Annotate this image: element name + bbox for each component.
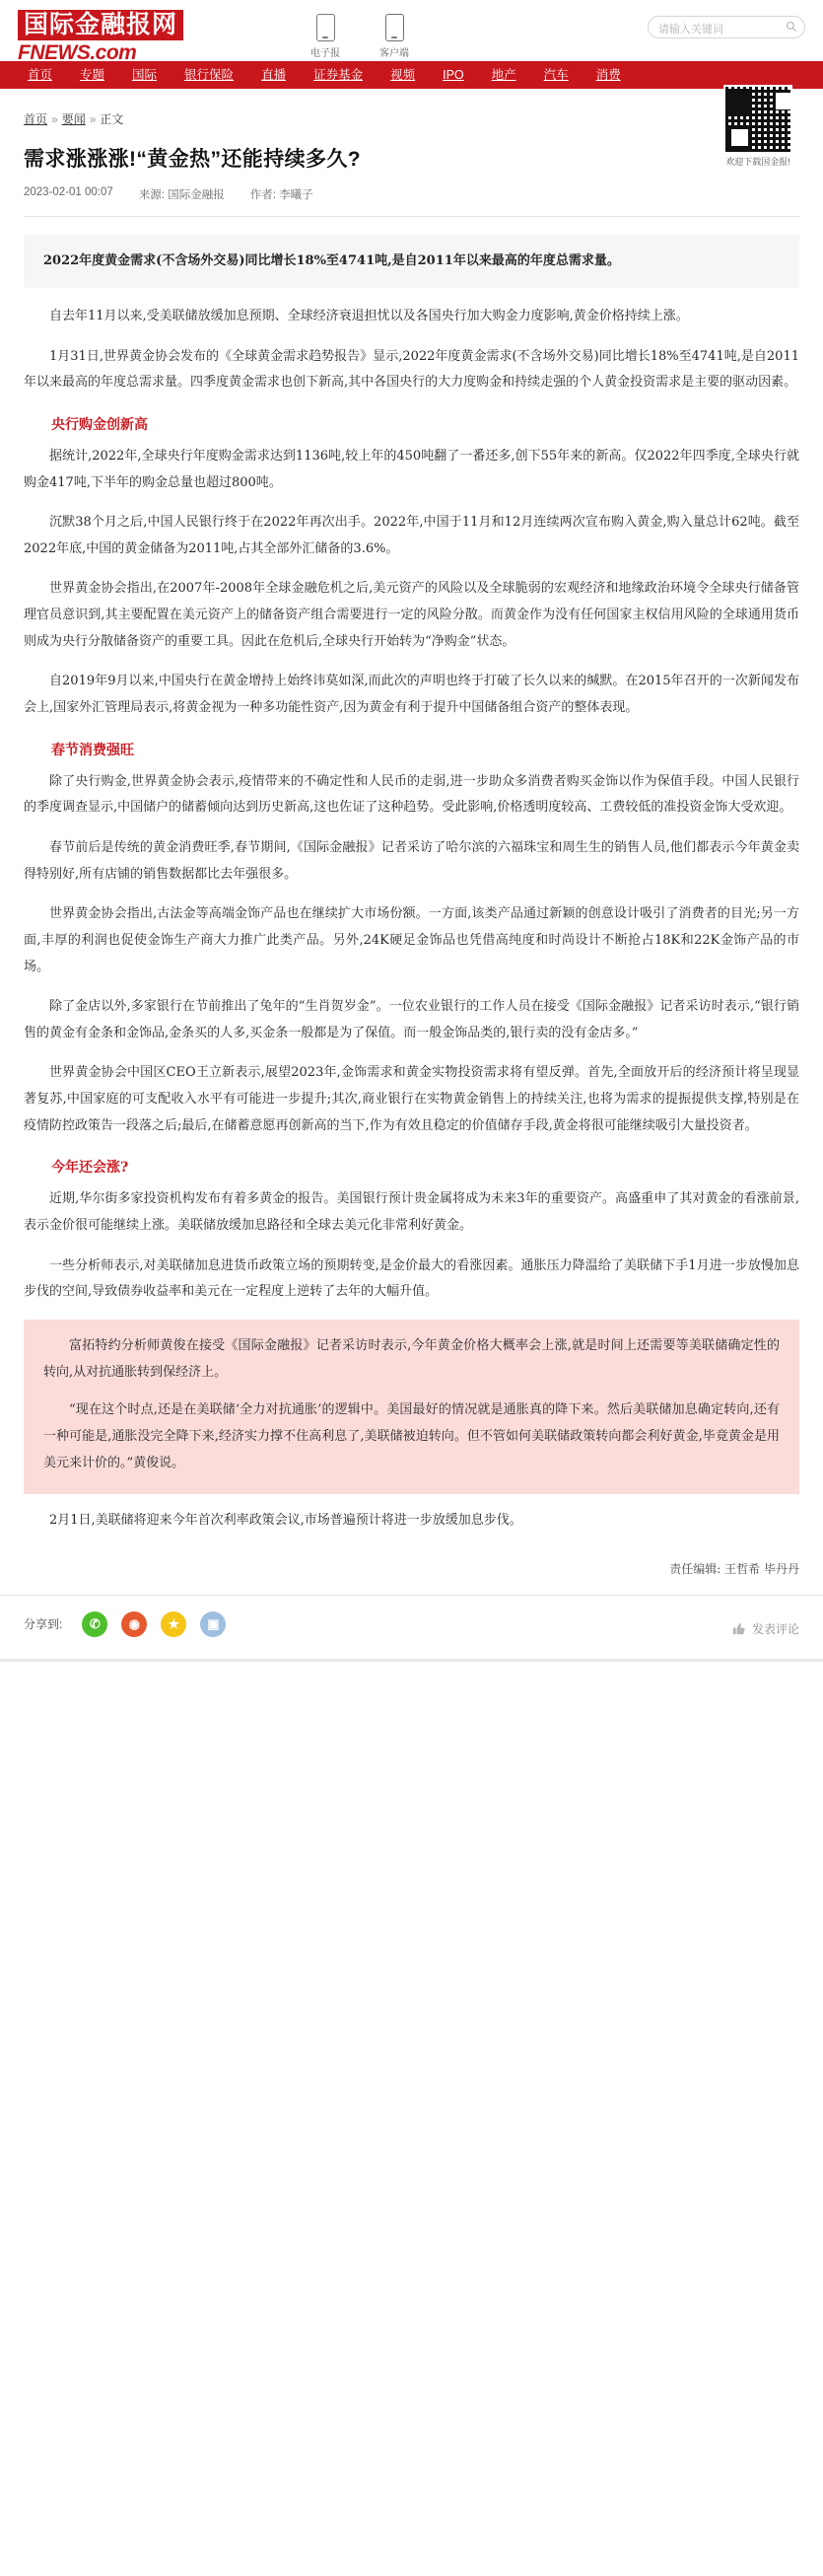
article-body xyxy=(0,143,823,1577)
qr-download-block xyxy=(713,85,803,169)
paragraph: 沉默38个月之后,中国人民银行终于在2022年再次出手。2022年,中国于11月和12月连续两次宣布购入黄金,购入量总计62吨。截至2022年底,中国的黄金储备为2011吨,占其全部外汇储备的3.6%。 xyxy=(24,515,799,556)
site-header xyxy=(0,0,823,65)
nav-item-consumption[interactable]: 消费 xyxy=(595,68,621,82)
comment-link[interactable] xyxy=(731,1620,799,1637)
page-bottom-rule xyxy=(0,1659,823,1662)
search-icon[interactable] xyxy=(786,21,797,33)
source-value: 国际金融报 xyxy=(168,189,225,201)
editor-label: 责任编辑: xyxy=(669,1561,721,1576)
nav-item-topic[interactable]: 专题 xyxy=(80,68,105,82)
wechat-share-icon[interactable]: ✆ xyxy=(82,1611,107,1637)
section-heading-spring-festival: 春节消费强旺 xyxy=(51,742,134,758)
qzone-share-icon[interactable]: ★ xyxy=(161,1611,186,1637)
paragraph: 近期,华尔街多家投资机构发布有着多黄金的报告。美国银行预计贵金属将成为未来3年的重要资产。高盛重申了其对黄金的看涨前景,表示金价很可能继续上涨。美联储放缓加息路径和全球去美元化非常利好黄金。 xyxy=(24,1191,799,1234)
breadcrumb-item-news[interactable]: 要闻 xyxy=(61,112,86,126)
highlighted-quote-block xyxy=(24,1320,799,1494)
logo-chinese-text: 国际金融报网 xyxy=(18,10,183,40)
logo-english-text: FNEWS.com xyxy=(18,41,137,65)
paragraph: 自去年11月以来,受美联储放缓加息预期、全球经济衰退担忧以及各国央行加大购金力度影响,黄金价格持续上涨。 xyxy=(49,309,689,323)
section-heading-outlook: 今年还会涨? xyxy=(51,1160,129,1177)
paragraph: 一些分析师表示,对美联储加息进货币政策立场的预期转变,是金价最大的看涨因素。通胀压力降温给了美联储下手1月进一步放慢加息步伐的空间,导致债券收益率和美元在一定程度上逆转了去年的大幅升值。 xyxy=(24,1257,799,1300)
nav-item-video[interactable]: 视频 xyxy=(390,68,416,82)
search-placeholder-text: 请输入关键词 xyxy=(658,24,723,36)
author-label: 作者: xyxy=(249,189,276,201)
paragraph: 世界黄金协会中国区CEO王立新表示,展望2023年,金饰需求和黄金实物投资需求将有望反弹。首先,全面放开后的经济预计将呈现显著复苏,中国家庭的可支配收入水平有可能进一步提升;其次,商业银行在实物黄金销售上的持续关注,也将为需求的提振提供支撑,特别是在疫情防控政策告一段落之后;最后,在储蓄意愿再创新高的当下,作为有效且稳定的价值储存手段,黄金将很可能继续吸引大量投资者。 xyxy=(24,1065,799,1133)
share-bar xyxy=(0,1596,823,1659)
paragraph: 1月31日,世界黄金协会发布的《全球黄金需求趋势报告》显示,2022年度黄金需求(不含场外交易)同比增长18%至4741吨,是自2011年以来最高的年度总需求量。四季度黄金需求也创下新高,其中各国央行的大力度购金和持续走强的个人黄金投资需求是主要的驱动因素。 xyxy=(24,348,799,391)
publish-date: 2023-02-01 00:07 xyxy=(24,186,113,198)
editor-value: 王哲希 毕丹丹 xyxy=(724,1561,799,1576)
tablet-icon xyxy=(316,14,335,41)
nav-item-home[interactable]: 首页 xyxy=(28,68,53,82)
more-share-icon[interactable]: ▣ xyxy=(200,1611,226,1637)
header-app-links xyxy=(304,14,416,59)
article-source xyxy=(139,186,225,202)
epaper-label: 电子报 xyxy=(310,48,340,59)
paragraph: 世界黄金协会指出,古法金等高端金饰产品也在继续扩大市场份额。一方面,该类产品通过新颖的创意设计吸引了消费者的目光;另一方面,丰厚的利润也促使金饰生产商大力推广此类产品。另外,24K硬足金饰品也凭借高纯度和时尚设计不断抢占18K和22K金饰产品的市场。 xyxy=(24,906,799,974)
paragraph: 2月1日,美联储将迎来今年首次利率政策会议,市场普遍预计将进一步放缓加息步伐。 xyxy=(49,1513,522,1529)
paragraph: 自2019年9月以来,中国央行在黄金增持上始终讳莫如深,而此次的声明也终于打破了长久以来的缄默。在2015年召开的一次新闻发布会上,国家外汇管理局表示,将黄金视为一种多功能性资产,因为黄金有利于提升中国储备组合资产的整体表现。 xyxy=(24,674,799,716)
phone-icon xyxy=(385,14,404,41)
meta-divider xyxy=(24,216,799,217)
paragraph: 据统计,2022年,全球央行年度购金需求达到1136吨,较上年的450吨翻了一番还多,创下55年来的新高。仅2022年四季度,全球央行就购金417吨,下半年的购金总量也超过800吨。 xyxy=(24,448,799,490)
paragraph: 富拓特约分析师黄俊在接受《国际金融报》记者采访时表示,今年黄金价格大概率会上涨,就是时间上还需要等美联储确定性的转向,从对抗通胀转到保经济上。 xyxy=(43,1337,780,1380)
nav-item-securities-funds[interactable]: 证券基金 xyxy=(313,68,364,82)
nav-item-ipo[interactable]: IPO xyxy=(443,68,464,82)
nav-item-realestate[interactable]: 地产 xyxy=(491,68,516,82)
author-value: 李曦子 xyxy=(279,189,313,201)
breadcrumb-item-home[interactable]: 首页 xyxy=(24,112,48,126)
site-logo[interactable] xyxy=(18,10,264,65)
source-label: 来源: xyxy=(138,189,166,201)
comment-label[interactable]: 发表评论 xyxy=(751,1621,799,1636)
breadcrumb-item-current: 正文 xyxy=(100,112,124,126)
qr-code-image xyxy=(723,85,792,154)
section-heading-central-bank: 央行购金创新高 xyxy=(51,416,148,433)
thumb-up-icon[interactable] xyxy=(731,1621,746,1636)
nav-item-banking-insurance[interactable]: 银行保险 xyxy=(184,68,235,82)
article-author xyxy=(250,186,313,202)
responsible-editor xyxy=(24,1560,799,1577)
nav-item-auto[interactable]: 汽车 xyxy=(543,68,569,82)
search-input[interactable] xyxy=(648,16,805,38)
paragraph: 世界黄金协会指出,在2007年-2008年全球金融危机之后,美元资产的风险以及全球脆弱的宏观经济和地缘政治环境令全球央行储备管理官员意识到,其主要配置在美元资产上的储备资产组合需要进行一定的风险分散。而黄金作为没有任何国家主权信用风险的全球通用货币则成为央行分散储备资产的重要工具。因此在危机后,全球央行开始转为“净购金”状态。 xyxy=(24,581,799,649)
epaper-link[interactable] xyxy=(304,14,347,59)
paragraph: 春节前后是传统的黄金消费旺季,春节期间,《国际金融报》记者采访了哈尔滨的六福珠宝和周生生的销售人员,他们都表示今年黄金卖得特别好,所有店铺的销售数据都比去年强很多。 xyxy=(24,839,799,882)
breadcrumb-separator: » xyxy=(89,111,97,126)
article-summary: 2022年度黄金需求(不含场外交易)同比增长18%至4741吨,是自2011年以来最高的年度总需求量。 xyxy=(24,235,799,288)
breadcrumb xyxy=(0,89,823,127)
qr-caption: 欢迎下载国金报! xyxy=(725,157,790,167)
nav-item-international[interactable]: 国际 xyxy=(132,68,158,82)
weibo-share-icon[interactable]: ◉ xyxy=(121,1611,147,1637)
breadcrumb-separator: » xyxy=(51,111,58,126)
share-label: 分享到: xyxy=(24,1617,63,1632)
paragraph: “现在这个时点,还是在美联储‘全力对抗通胀’的逻辑中。美国最好的情况就是通胀真的降下来。然后美联储加息确定转向,还有一种可能是,通胀没完全降下来,经济实力撑不住高利息了,美联储被迫转向。但不管如何美联储政策转向都会利好黄金,毕竟黄金是用美元来计价的。”黄俊说。 xyxy=(43,1402,780,1470)
article-meta xyxy=(24,186,799,210)
paragraph: 除了金店以外,多家银行在节前推出了兔年的“生肖贺岁金”。一位农业银行的工作人员在接受《国际金融报》记者采访时表示,“银行销售的黄金有金条和金饰品,金条买的人多,买金条一般都是为了保值。而一般金饰品类的,银行卖的没有金店多。” xyxy=(24,999,799,1040)
page-title: 需求涨涨涨!“黄金热”还能持续多久? xyxy=(24,148,362,171)
paragraph: 除了央行购金,世界黄金协会表示,疫情带来的不确定性和人民币的走弱,进一步助众多消费者购买金饰以作为保值手段。中国人民银行的季度调查显示,中国储户的储蓄倾向达到历史新高,这也佐证了这种趋势。受此影响,价格透明度较高、工费较低的准投资金饰大受欢迎。 xyxy=(24,773,799,816)
nav-item-live[interactable]: 直播 xyxy=(261,68,287,82)
mobile-app-label: 客户端 xyxy=(379,48,409,59)
mobile-app-link[interactable] xyxy=(373,14,416,59)
